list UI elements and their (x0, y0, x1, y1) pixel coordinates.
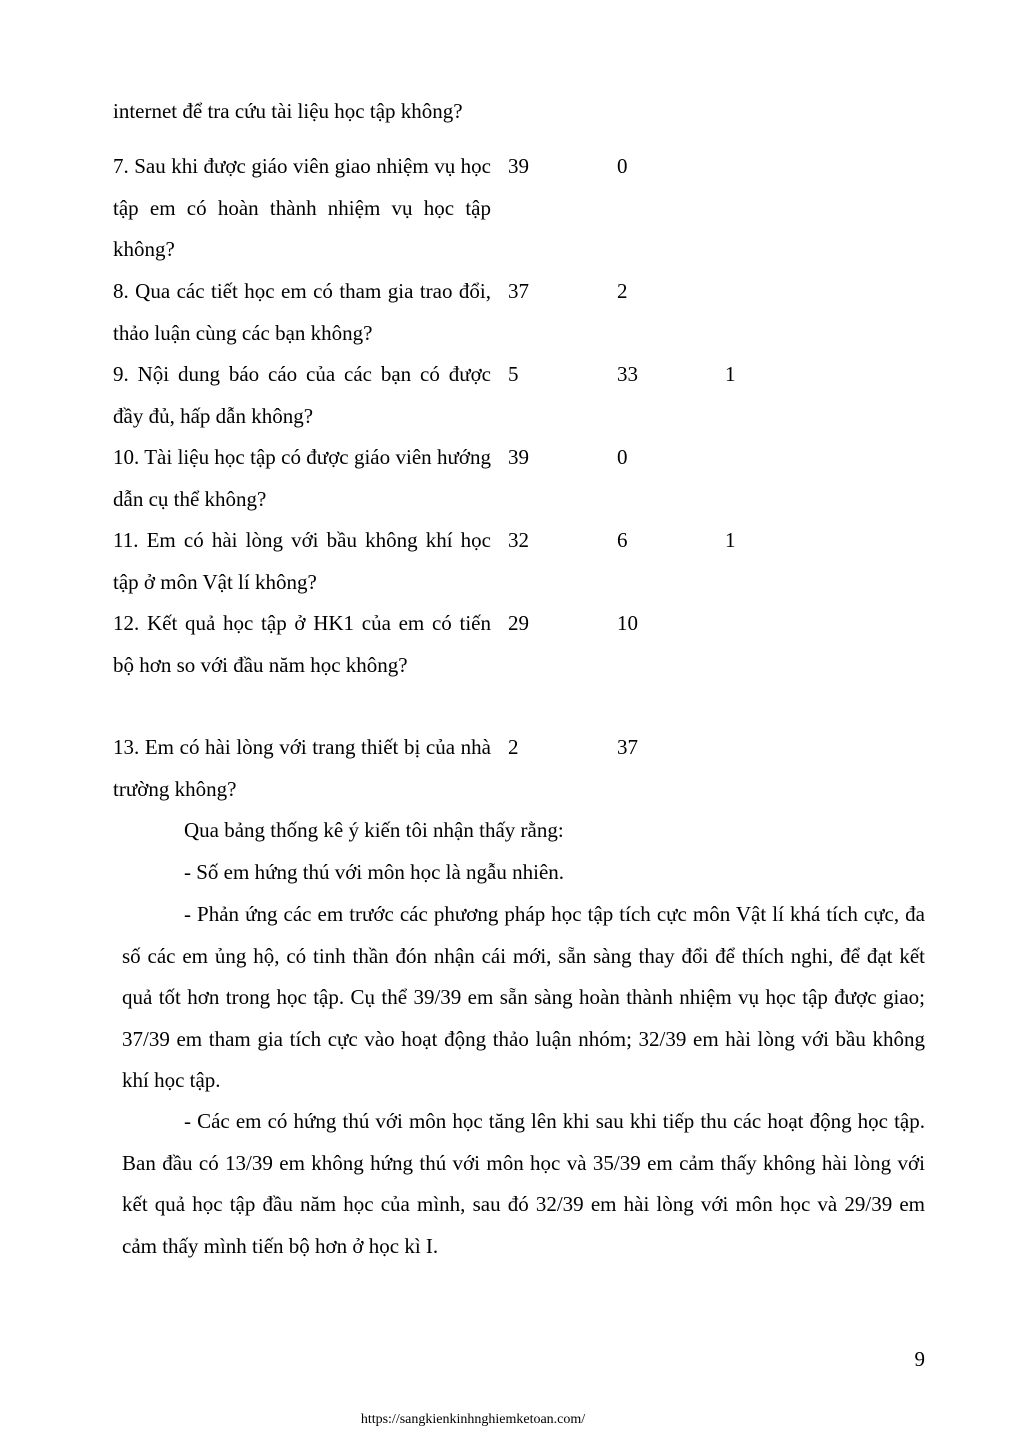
table-cell-yes: 32 (508, 528, 529, 552)
table-cell-yes: 29 (508, 611, 529, 635)
table-question: 11. Em có hài lòng với bầu không khí học tập ở môn Vật lí không? (113, 528, 491, 594)
table-cell-yes: 37 (508, 279, 529, 303)
table-cell-yes: 39 (508, 445, 529, 469)
table-cell-no: 0 (617, 154, 628, 178)
table-cell-no: 37 (617, 735, 638, 759)
table-cell-no: 0 (617, 445, 628, 469)
footer-url: https://sangkienkinhnghiemketoan.com/ (360, 1412, 586, 1427)
table-question: 8. Qua các tiết học em có tham gia trao đổi, thảo luận cùng các bạn không? (113, 279, 491, 345)
table-question: internet để tra cứu tài liệu học tập không? (113, 99, 463, 123)
table-question: 12. Kết quả học tập ở HK1 của em có tiến bộ hơn so với đầu năm học không? (113, 611, 491, 677)
page-number: 9 (914, 1347, 925, 1371)
table-cell-yes: 2 (508, 735, 519, 759)
observation-paragraph: - Phản ứng các em trước các phương pháp học tập tích cực môn Vật lí khá tích cực, đa số các em ủng hộ, có tinh thần đón nhận cái mới, sẵn sàng thay đổi để thích nghi, để đạt kết quả tốt hơn trong học tập. Cụ thể 39/39 em sẵn sàng hoàn thành nhiệm vụ học tập được giao; 37/39 em tham gia tích cực vào hoạt động thảo luận nhóm; 32/39 em hài lòng với bầu không khí học tập. (122, 902, 925, 1092)
table-cell-no: 33 (617, 362, 638, 386)
table-cell-other: 1 (725, 528, 736, 552)
table-cell-yes: 39 (508, 154, 529, 178)
table-cell-no: 6 (617, 528, 628, 552)
table-cell-no: 2 (617, 279, 628, 303)
table-cell-other: 1 (725, 362, 736, 386)
observation-paragraph: - Các em có hứng thú với môn học tăng lên khi sau khi tiếp thu các hoạt động học tập. Ban đầu có 13/39 em không hứng thú với môn học và 35/39 em cảm thấy không hài lòng với kết quả học tập đầu năm học của mình, sau đó 32/39 em hài lòng với môn học và 29/39 em cảm thấy mình tiến bộ hơn ở học kì I. (122, 1109, 925, 1258)
table-cell-no: 10 (617, 611, 638, 635)
table-question: 9. Nội dung báo cáo của các bạn có được đầy đủ, hấp dẫn không? (113, 362, 491, 428)
observation-paragraph: - Số em hứng thú với môn học là ngẫu nhiên. (184, 860, 565, 884)
table-question: 10. Tài liệu học tập có được giáo viên hướng dẫn cụ thể không? (113, 445, 491, 511)
table-question: 7. Sau khi được giáo viên giao nhiệm vụ học tập em có hoàn thành nhiệm vụ học tập không? (113, 154, 491, 261)
table-question: 13. Em có hài lòng với trang thiết bị của nhà trường không? (113, 735, 491, 801)
table-cell-yes: 5 (508, 362, 519, 386)
intro-paragraph: Qua bảng thống kê ý kiến tôi nhận thấy rằng: (184, 818, 564, 842)
